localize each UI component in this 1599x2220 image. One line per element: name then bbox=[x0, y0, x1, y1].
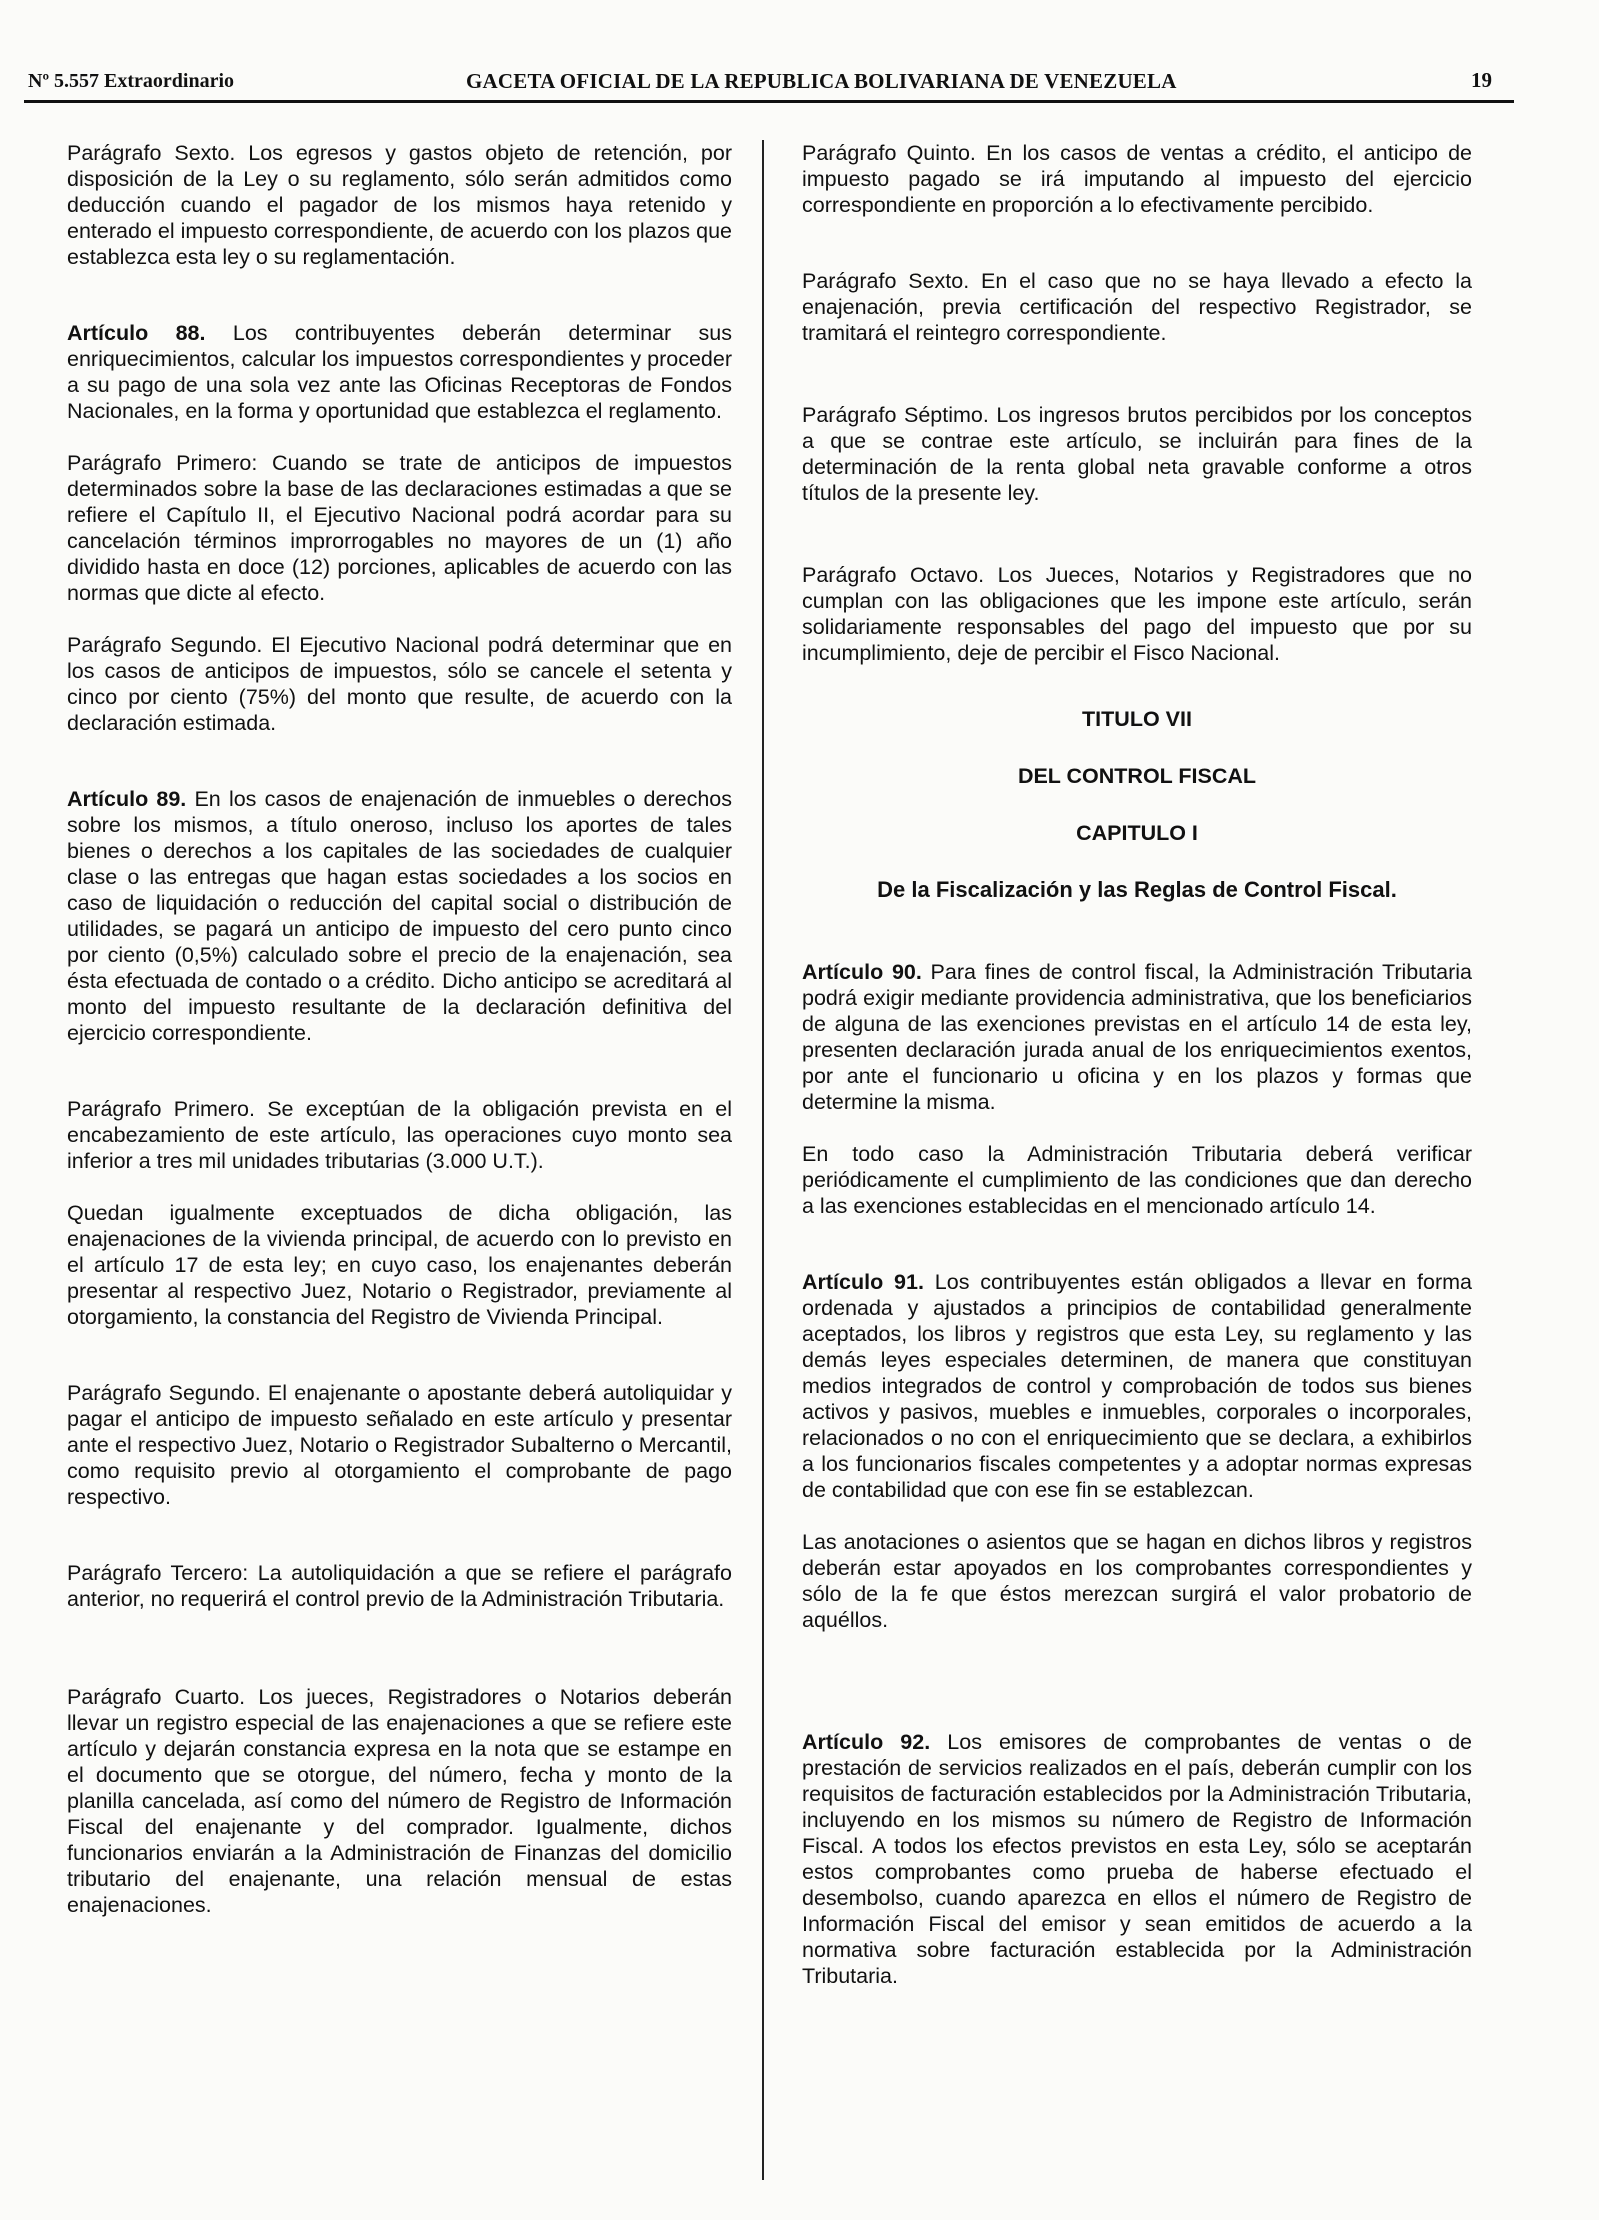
paragraph: En todo caso la Administración Tributaria deberá verificar periódicamente el cumplimiento de las condiciones que dan derecho a las exenciones establecidas en el mencionado artículo 14. bbox=[802, 1142, 1472, 1218]
paragraph: Parágrafo Cuarto. Los jueces, Registradores o Notarios deberán llevar un registro especial de las enajenaciones a que se refiere este artículo y dejarán constancia expresa en la nota que se estampe en el documento que se otorgue, del número, fecha y monto de la planilla cancelada, así como del número de Registro de Información Fiscal del enajenante y del comprador. Igualmente, dichos funcionarios enviarán a la Administración de Finanzas del domicilio tributario del enajenante, una relación mensual de estas enajenaciones. bbox=[67, 1685, 732, 1917]
paragraph: Artículo 91. Los contribuyentes están obligados a llevar en forma ordenada y ajustados a principios de contabilidad generalmente aceptados, los libros y registros que esta Ley, su reglamento y las demás leyes especiales determinen, de manera que constituyan medios integrados de control y comprobación de todos sus bienes activos y pasivos, muebles e inmuebles, corporales o incorporales, relacionados o no con el enriquecimiento que se declara, a exhibirlos a los funcionarios fiscales competentes y a adoptar normas expresas de contabilidad que con ese fin se establezcan. bbox=[802, 1270, 1472, 1502]
paragraph: Parágrafo Segundo. El Ejecutivo Nacional podrá determinar que en los casos de anticipos de impuestos, sólo se cancele el setenta y cinco por ciento (75%) del monto que resulte, de acuerdo con la declaración estimada. bbox=[67, 633, 732, 735]
paragraph: Parágrafo Octavo. Los Jueces, Notarios y Registradores que no cumplan con las obligaciones que les impone este artículo, serán solidariamente responsables del pago del impuesto que por su incumplimiento, deje de percibir el Fisco Nacional. bbox=[802, 563, 1472, 665]
article-number: Artículo 88. bbox=[67, 321, 206, 345]
paragraph: Parágrafo Sexto. Los egresos y gastos objeto de retención, por disposición de la Ley o su reglamento, sólo serán admitidos como deducción cuando el pagador de los mismos haya retenido y enterado el impuesto correspondiente, de acuerdo con los plazos que establezca esta ley o su reglamentación. bbox=[67, 141, 732, 269]
title-heading: TITULO VII bbox=[1082, 707, 1192, 731]
title-name-heading: DEL CONTROL FISCAL bbox=[1017, 764, 1257, 788]
issue-number: Nº 5.557 Extraordinario bbox=[28, 70, 235, 92]
paragraph: Artículo 88. Los contribuyentes deberán determinar sus enriquecimientos, calcular los impuestos correspondientes y proceder a su pago de una sola vez ante las Oficinas Receptoras de Fondos Nacionales, en la forma y oportunidad que establezca el reglamento. bbox=[67, 321, 732, 423]
paragraph: Las anotaciones o asientos que se hagan en dichos libros y registros deberán estar apoyados en los comprobantes correspondientes y sólo de la fe que éstos merezcan surgirá el valor probatorio de aquéllos. bbox=[802, 1530, 1472, 1632]
article-number: Artículo 89. bbox=[67, 787, 187, 811]
paragraph: Quedan igualmente exceptuados de dicha obligación, las enajenaciones de la vivienda principal, de acuerdo con lo previsto en el artículo 17 de esta ley; en cuyo caso, los enajenantes deberán presentar al respectivo Juez, Notario o Registrador, previamente al otorgamiento, la constancia del Registro de Vivienda Principal. bbox=[67, 1201, 732, 1329]
page-number: 19 bbox=[1471, 68, 1492, 92]
article-number: Artículo 92. bbox=[802, 1730, 931, 1754]
left-column bbox=[67, 140, 732, 1944]
paragraph: Parágrafo Sexto. En el caso que no se haya llevado a efecto la enajenación, previa certificación del respectivo Registrador, se tramitará el reintegro correspondiente. bbox=[802, 269, 1472, 345]
chapter-heading: CAPITULO I bbox=[1076, 821, 1198, 845]
article-number: Artículo 91. bbox=[802, 1270, 924, 1294]
paragraph: Parágrafo Segundo. El enajenante o apostante deberá autoliquidar y pagar el anticipo de impuesto señalado en este artículo y presentar ante el respectivo Juez, Notario o Registrador Subalterno o Mercantil, como requisito previo al otorgamiento el comprobante de pago respectivo. bbox=[67, 1381, 732, 1509]
paragraph: Parágrafo Primero. Se exceptúan de la obligación prevista en el encabezamiento de este artículo, las operaciones cuyo monto sea inferior a tres mil unidades tributarias (3.000 U.T.). bbox=[67, 1097, 732, 1173]
page-header bbox=[24, 64, 1514, 103]
column-divider bbox=[762, 140, 764, 2180]
paragraph: Parágrafo Séptimo. Los ingresos brutos percibidos por los conceptos a que se contrae este artículo, se incluirán para fines de la determinación de la renta global neta gravable conforme a otros títulos de la presente ley. bbox=[802, 403, 1472, 505]
paragraph: Artículo 89. En los casos de enajenación de inmuebles o derechos sobre los mismos, a título oneroso, incluso los aportes de tales bienes o derechos a los capitales de las sociedades de cualquier clase o las entregas que hagan estas sociedades a los socios en caso de liquidación o reducción del capital social o distribución de utilidades, se pagará un anticipo de impuesto del cero punto cinco por ciento (0,5%) calculado sobre el precio de la enajenación, sea ésta efectuada de contado o a crédito. Dicho anticipo se acreditará al monto del impuesto resultante de la declaración definitiva del ejercicio correspondiente. bbox=[67, 787, 732, 1045]
paragraph: Artículo 92. Los emisores de comprobantes de ventas o de prestación de servicios realizados en el país, deberán cumplir con los requisitos de facturación establecidos por la Administración Tributaria, incluyendo en los mismos su número de Registro de Información Fiscal. A todos los efectos previstos en esta Ley, sólo se aceptarán estos comprobantes como prueba de haberse efectuado el desembolso, cuando aparezca en ellos el número de Registro de Información Fiscal del emisor y sean emitidos de acuerdo a la normativa sobre facturación establecida por la Administración Tributaria. bbox=[802, 1730, 1472, 1988]
paragraph: Artículo 90. Para fines de control fiscal, la Administración Tributaria podrá exigir mediante providencia administrativa, que los beneficiarios de alguna de las exenciones previstas en el artículo 14 de esta ley, presenten declaración jurada anual de los enriquecimientos exentos, por ante el funcionario u oficina y en los plazos y formas que determine la misma. bbox=[802, 960, 1472, 1114]
gazette-title: GACETA OFICIAL DE LA REPUBLICA BOLIVARIANA DE VENEZUELA bbox=[466, 69, 1177, 93]
article-number: Artículo 90. bbox=[802, 960, 922, 984]
paragraph: Parágrafo Quinto. En los casos de ventas a crédito, el anticipo de impuesto pagado se irá imputando al impuesto del ejercicio correspondiente en proporción a lo efectivamente percibido. bbox=[802, 141, 1472, 217]
paragraph: Parágrafo Primero: Cuando se trate de anticipos de impuestos determinados sobre la base de las declaraciones estimadas a que se refiere el Capítulo II, el Ejecutivo Nacional podrá acordar para su cancelación términos improrrogables no mayores de un (1) año dividido hasta en doce (12) porciones, aplicables de acuerdo con las normas que dicte al efecto. bbox=[67, 451, 732, 605]
paragraph: Parágrafo Tercero: La autoliquidación a que se refiere el parágrafo anterior, no requerirá el control previo de la Administración Tributaria. bbox=[67, 1561, 732, 1611]
right-column bbox=[802, 140, 1472, 2015]
chapter-name-heading: De la Fiscalización y las Reglas de Control Fiscal. bbox=[877, 877, 1397, 902]
